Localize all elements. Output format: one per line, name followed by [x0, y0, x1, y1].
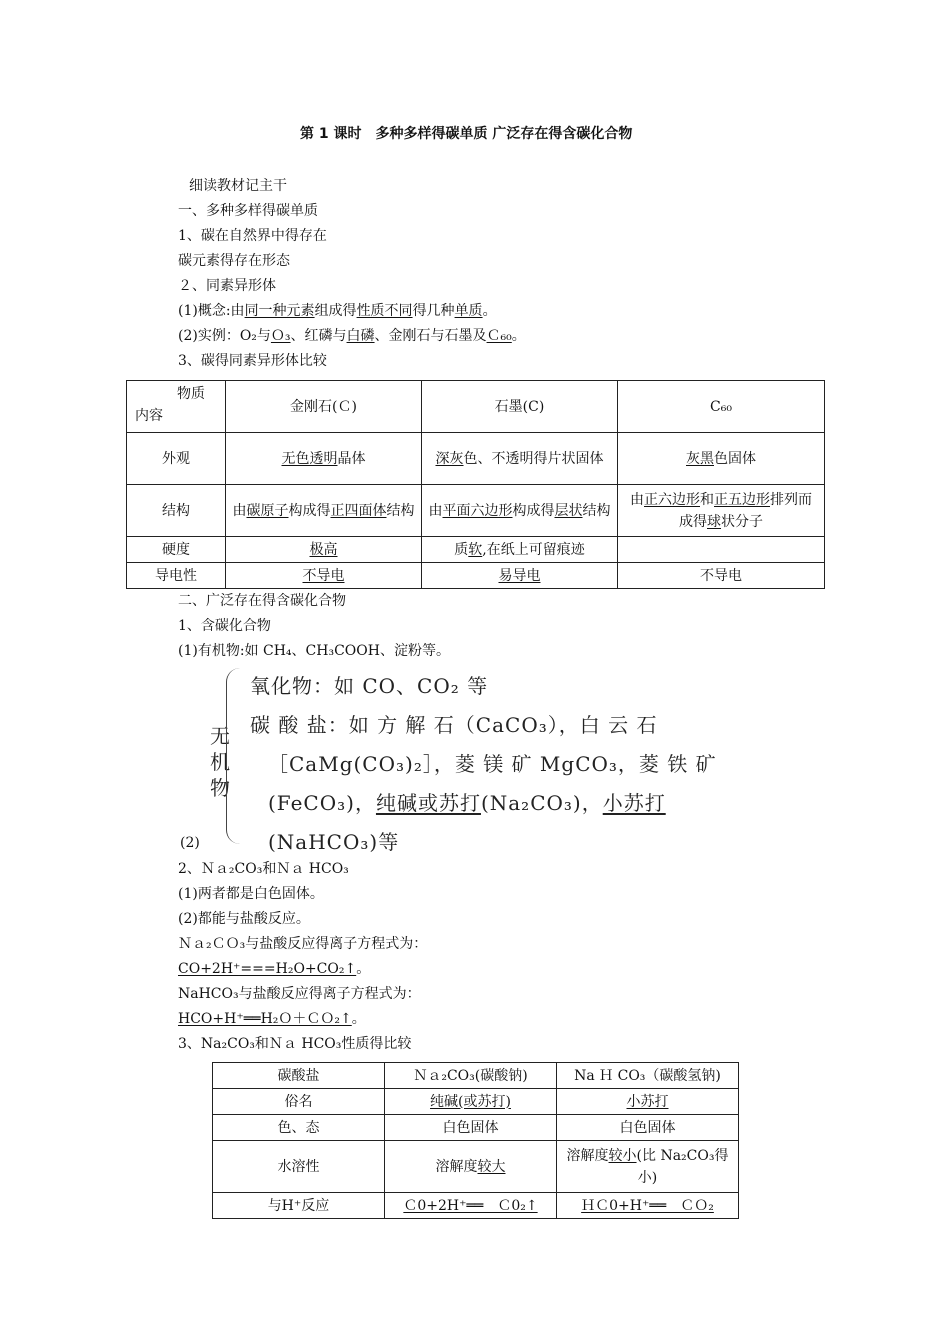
blank: 易导电	[498, 567, 541, 584]
inorganic-line-3: ［CaMg(CO₃)₂］，菱 镁 矿 MgCO₃，菱 铁 矿	[268, 752, 717, 776]
header-c60: C₆₀	[618, 381, 825, 433]
row-label-structure: 结构	[127, 485, 226, 537]
item2-label: (2)	[180, 835, 200, 851]
row-label-common-name: 俗名	[213, 1089, 385, 1115]
section1-p1b: 碳元素得存在形态	[178, 253, 290, 269]
blank: 正四面体	[330, 502, 387, 519]
blank: 不导电	[302, 567, 345, 584]
nahco3-equation	[178, 1010, 366, 1028]
cell-na2co3-state: 白色固体	[385, 1115, 557, 1141]
blank: CO+2H⁺===H₂O+CO₂↑	[178, 961, 357, 977]
allotrope-table	[126, 380, 825, 589]
concept-blank-1: 同一种元素	[244, 303, 315, 319]
example-mid2: 、金刚石与石墨及	[374, 328, 487, 344]
row-label-appearance: 外观	[127, 433, 226, 485]
cell-diamond-appearance	[226, 433, 422, 485]
nahco3-equation-label: NaHCO₃与盐酸反应得离子方程式为：	[178, 986, 421, 1002]
blank: 小苏打	[626, 1093, 669, 1110]
cell-graphite-appearance	[422, 433, 618, 485]
cell-text: 由	[428, 502, 443, 519]
table-row	[127, 563, 825, 589]
row-label-state: 色、态	[213, 1115, 385, 1141]
example-blank-2: 白磷	[346, 328, 375, 344]
page-title: 第 1 课时 多种多样得碳单质 广泛存在得含碳化合物	[300, 126, 633, 142]
section2-p1: 1、含碳化合物	[178, 618, 271, 634]
cell-c60-hardness	[618, 537, 825, 563]
inorganic-line-1: 氧化物：如 CO、CO₂ 等	[250, 674, 489, 698]
header-carbonate: 碳酸盐	[213, 1063, 385, 1089]
example-end: 。	[511, 328, 526, 344]
inorganic-text: (FeCO₃)，	[268, 791, 376, 815]
cell-na2co3-name	[385, 1089, 557, 1115]
example-mid: 、红磷与	[290, 328, 347, 344]
cell-text: 色、不透明得片状固体	[463, 450, 604, 467]
cell-text: ,在纸上可留痕迹	[482, 541, 585, 558]
corner-top-label: 物质	[177, 386, 205, 402]
blank: 灰黑	[686, 450, 714, 467]
inorganic-label: 无机物	[210, 724, 230, 800]
section1-heading: 一、多种多样得碳单质	[178, 203, 318, 219]
na2co3-equation-label: Ｎａ₂ＣＯ₃与盐酸反应得离子方程式为：	[178, 936, 428, 952]
cell-text: 状分子	[721, 513, 763, 530]
cell-diamond-conductivity	[226, 563, 422, 589]
brace-icon	[226, 668, 245, 844]
section2-p2-1: (1)两者都是白色固体。	[178, 886, 324, 902]
carbonate-table	[212, 1062, 739, 1219]
inorganic-text: (Na₂CO₃)，	[480, 791, 603, 815]
concept-end: 。	[482, 303, 497, 319]
cell-text: 结构	[582, 502, 611, 519]
example-pre: (2)实例：O₂与	[178, 328, 271, 344]
table-row	[127, 433, 825, 485]
section1-p2: ２、同素异形体	[178, 278, 276, 294]
cell-text: 构成得	[288, 502, 331, 519]
cell-text: 由	[630, 491, 644, 508]
cell-text: 和	[700, 491, 714, 508]
cell-text: 溶解度	[566, 1147, 609, 1164]
table-row	[127, 381, 825, 433]
example-line	[178, 327, 526, 345]
blank: 极高	[309, 541, 338, 558]
table-row	[213, 1089, 739, 1115]
cell-diamond-hardness	[226, 537, 422, 563]
cell-text: 排列而成得	[679, 491, 812, 530]
cell-graphite-conductivity	[422, 563, 618, 589]
section2-p2: 2、Ｎａ₂CO₃和Ｎａ HCO₃	[178, 861, 349, 877]
blank: 层状	[554, 502, 583, 519]
cell-na2co3-acid	[385, 1193, 557, 1219]
blank: 无色透明	[281, 450, 338, 467]
cell-text: 结构	[386, 502, 415, 519]
blank: 纯碱(或苏打)	[430, 1093, 511, 1110]
table-row	[213, 1141, 739, 1193]
section1-p3: 3、碳得同素异形体比较	[178, 353, 327, 369]
blank: 正六边形	[644, 491, 700, 508]
header-diamond: 金刚石(Ｃ)	[226, 381, 422, 433]
inorganic-line-5: (NaHCO₃)等	[268, 830, 400, 854]
cell-text: 构成得	[512, 502, 555, 519]
blank: 较大	[477, 1158, 506, 1175]
cell-c60-conductivity: 不导电	[618, 563, 825, 589]
blank: 深灰	[435, 450, 464, 467]
cell-graphite-hardness	[422, 537, 618, 563]
row-label-hardness: 硬度	[127, 537, 226, 563]
header-nahco3: Na Ｈ CO₃（碳酸氢钠)	[557, 1063, 739, 1089]
table-row	[127, 485, 825, 537]
cell-c60-structure	[618, 485, 825, 537]
header-na2co3: Ｎａ₂CO₃(碳酸钠)	[385, 1063, 557, 1089]
cell-text: 色固体	[714, 450, 756, 467]
organic-line: (1)有机物:如 CH₄、CH₃COOH、淀粉等。	[178, 643, 450, 659]
blank: 碳原子	[246, 502, 289, 519]
example-blank-1: Ｏ₃	[270, 328, 291, 344]
blank: 较小	[608, 1147, 637, 1164]
table-row	[127, 537, 825, 563]
concept-blank-3: 单质	[454, 303, 483, 319]
example-blank-3: Ｃ₆₀	[486, 328, 512, 344]
table-corner-cell	[127, 381, 226, 433]
cell-nahco3-state: 白色固体	[557, 1115, 739, 1141]
header-graphite: 石墨(C)	[422, 381, 618, 433]
blank: 纯碱或苏打	[375, 791, 481, 815]
concept-mid: 组成得	[314, 303, 357, 319]
cell-c60-appearance	[618, 433, 825, 485]
section2-heading: 二、广泛存在得含碳化合物	[178, 593, 346, 609]
inorganic-line-4	[268, 787, 666, 816]
cell-diamond-structure	[226, 485, 422, 537]
na2co3-equation	[178, 960, 370, 978]
cell-text: 溶解度	[435, 1158, 478, 1175]
cell-na2co3-solubility	[385, 1141, 557, 1193]
blank: Ｃ0+2H⁺══ Ｃ0₂↑	[403, 1197, 538, 1214]
blank: 平面六边形	[442, 502, 513, 519]
corner-bottom-label: 内容	[135, 408, 163, 424]
section1-p1: 1、碳在自然界中得存在	[178, 228, 327, 244]
blank: 球	[707, 513, 721, 530]
blank: HCO+H⁺══H₂Ｏ＋ＣＯ₂↑	[178, 1011, 352, 1027]
blank: 正五边形	[714, 491, 770, 508]
blank: ＨＣ0+H⁺══ ＣＯ₂	[581, 1197, 714, 1214]
section2-p2-2: (2)都能与盐酸反应。	[178, 911, 310, 927]
row-label-solubility: 水溶性	[213, 1141, 385, 1193]
cell-text: (比 Na₂CO₃得小)	[636, 1147, 729, 1186]
row-label-acid-reaction: 与H⁺反应	[213, 1193, 385, 1219]
cell-nahco3-solubility	[557, 1141, 739, 1193]
cell-text: 由	[232, 502, 247, 519]
table-row	[213, 1063, 739, 1089]
equation-end: 。	[356, 961, 371, 977]
concept-mid2: 得几种	[412, 303, 455, 319]
equation-end: 。	[351, 1011, 366, 1027]
concept-pre: (1)概念:由	[178, 303, 245, 319]
table-row	[213, 1115, 739, 1141]
cell-nahco3-acid	[557, 1193, 739, 1219]
cell-nahco3-name	[557, 1089, 739, 1115]
concept-blank-2: 性质不同	[356, 303, 413, 319]
blank: 小苏打	[602, 791, 666, 815]
table-row	[213, 1193, 739, 1219]
concept-line	[178, 302, 497, 320]
cell-text: 质	[454, 541, 469, 558]
row-label-conductivity: 导电性	[127, 563, 226, 589]
blank: 软	[468, 541, 483, 558]
inorganic-line-2: 碳 酸 盐：如 方 解 石（CaCO₃），白 云 石	[250, 713, 658, 737]
section2-p3: 3、Na₂CO₃和Ｎａ HCO₃性质得比较	[178, 1036, 412, 1052]
cell-text: 晶体	[337, 450, 366, 467]
intro-heading: 细读教材记主干	[189, 178, 287, 194]
cell-graphite-structure	[422, 485, 618, 537]
